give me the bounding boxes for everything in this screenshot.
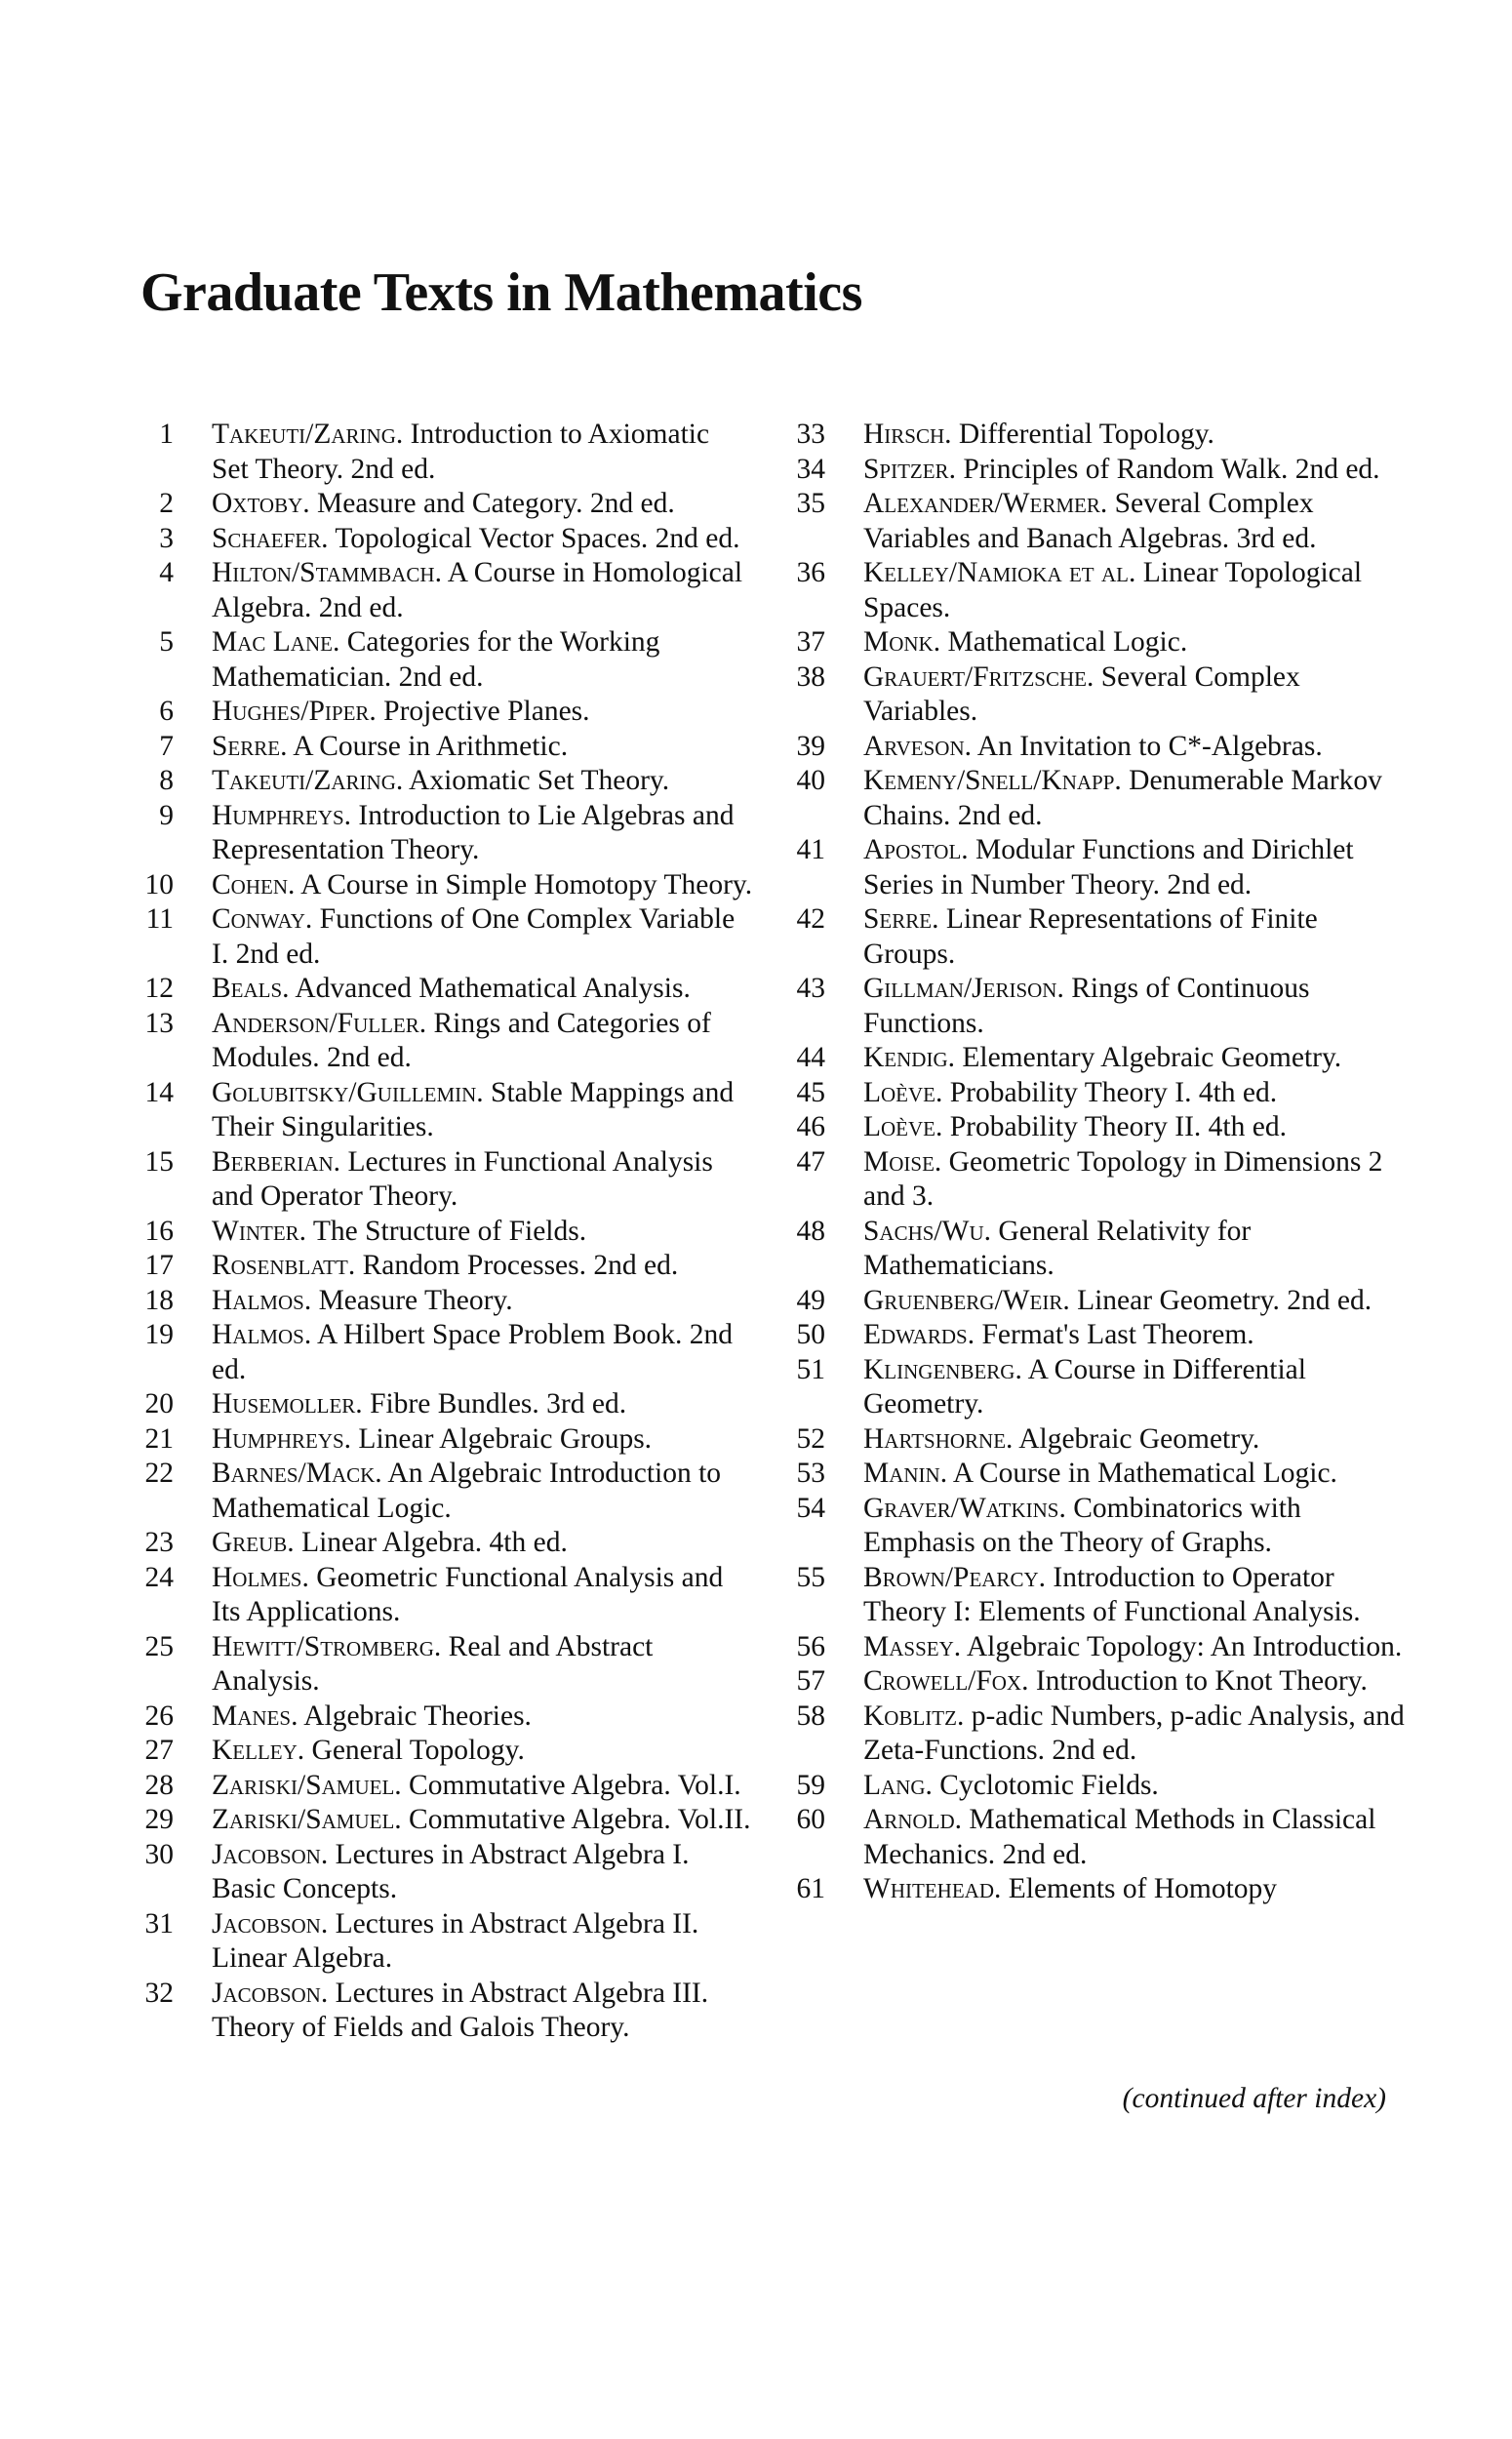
author-name: Schaefer. [212,522,329,554]
volume-number: 12 [144,973,174,1004]
book-title: Functions of One Complex Variable I. 2nd ed. [212,903,736,970]
author-name: Crowell/Fox. [863,1665,1029,1697]
volume-number: 49 [796,1284,825,1316]
book-title: Cyclotomic Fields. [939,1769,1159,1801]
author-name: Hirsch. [863,419,952,450]
author-name: Manes. [212,1699,298,1732]
continued-note: (continued after index) [1122,2083,1386,2114]
list-item [780,1803,1405,1872]
author-name: Whitehead. [863,1873,1002,1904]
list-item [780,1630,1405,1665]
book-title: Lectures in Abstract Algebra I. Basic Concepts. [212,1838,690,1904]
book-title: General Relativity for Mathematicians. [863,1215,1252,1281]
author-name: Golubitsky/Guillemin. [212,1076,484,1108]
author-name: Manin. [863,1458,948,1489]
author-name: Anderson/Fuller. [212,1007,427,1039]
author-name: Conway. [212,903,313,935]
book-title: Commutative Algebra. Vol.II. [409,1804,751,1835]
list-item [780,730,1405,765]
list-item [780,625,1405,660]
list-item [129,1076,753,1145]
volume-number: 39 [796,730,825,762]
book-title: Measure and Category. 2nd ed. [317,488,675,519]
book-title: Combinatorics with Emphasis on the Theory of Graphs. [863,1492,1301,1558]
book-title: Axiomatic Set Theory. [409,765,670,796]
list-item [129,1838,753,1907]
book-title: An Invitation to C*-Algebras. [976,730,1323,762]
list-item [129,556,753,625]
list-item [780,1353,1405,1422]
list-item [129,902,753,972]
list-item [780,1699,1405,1769]
volume-number: 45 [796,1076,825,1108]
list-item [129,972,753,1007]
list-item [780,1769,1405,1804]
book-title: Elements of Homotopy [1008,1873,1278,1904]
book-title: Lectures in Functional Analysis and Operator Theory. [212,1145,713,1212]
author-name: Kelley. [212,1735,305,1766]
book-title: Probability Theory I. 4th ed. [949,1076,1278,1108]
volume-number: 56 [796,1630,825,1662]
book-title: Algebraic Theories. [303,1699,532,1732]
book-title: Geometric Functional Analysis and Its Applications. [212,1561,724,1627]
book-title: Rings and Categories of Modules. 2nd ed. [212,1007,711,1073]
list-item [129,487,753,522]
list-item [780,1457,1405,1492]
volume-number: 27 [144,1735,174,1766]
volume-number: 35 [796,488,825,519]
list-item [780,660,1405,730]
list-item [129,730,753,765]
book-title: A Course in Homological Algebra. 2nd ed. [212,557,743,623]
book-title: Categories for the Working Mathematician. 2nd ed. [212,626,660,693]
volume-number: 57 [796,1665,825,1697]
list-item [129,1249,753,1284]
author-name: Brown/Pearcy. [863,1561,1046,1593]
author-name: Humphreys. [212,1422,352,1455]
author-name: Halmos. [212,1319,312,1350]
volume-number: 28 [144,1769,174,1801]
series-list-left-column [129,418,753,2046]
book-title: Lectures in Abstract Algebra II. Linear Algebra. [212,1907,699,1974]
list-item [780,1422,1405,1458]
author-name: Takeuti/Zaring. [212,765,404,796]
volume-number: 55 [796,1561,825,1593]
list-item [780,418,1405,453]
list-item [780,487,1405,556]
list-item [780,556,1405,625]
list-item [780,972,1405,1041]
volume-number: 18 [144,1284,174,1316]
volume-number: 22 [144,1458,174,1489]
author-name: Beals. [212,973,290,1004]
list-item [780,1110,1405,1145]
author-name: Winter. [212,1215,307,1247]
volume-number: 58 [796,1699,825,1732]
author-name: Alexander/Wermer. [863,488,1108,519]
volume-number: 9 [159,799,174,831]
author-name: Kemeny/Snell/Knapp. [863,765,1122,796]
volume-number: 2 [159,488,174,519]
list-item [129,1630,753,1699]
list-item [129,418,753,487]
book-title: Linear Algebra. 4th ed. [301,1527,568,1558]
author-name: Klingenberg. [863,1353,1022,1385]
author-name: Serre. [863,903,939,935]
volume-number: 61 [796,1873,825,1904]
volume-number: 32 [144,1977,174,2009]
list-item [780,1284,1405,1319]
volume-number: 6 [159,696,174,727]
author-name: Hewitt/Stromberg. [212,1630,442,1662]
volume-number: 11 [145,903,174,935]
volume-number: 59 [796,1769,825,1801]
list-item [780,1041,1405,1076]
list-item [129,1457,753,1526]
volume-number: 40 [796,765,825,796]
author-name: Gruenberg/Weir. [863,1284,1070,1316]
list-item [129,1734,753,1769]
book-title: p-adic Numbers, p-adic Analysis, and Zeta-Functions. 2nd ed. [863,1699,1405,1766]
author-name: Zariski/Samuel. [212,1804,402,1835]
author-name: Zariski/Samuel. [212,1769,402,1801]
author-name: Holmes. [212,1561,309,1593]
list-item [129,1526,753,1561]
list-item [780,1492,1405,1561]
author-name: Humphreys. [212,799,352,831]
book-title: Elementary Algebraic Geometry. [962,1042,1342,1073]
author-name: Hilton/Stammbach. [212,557,442,588]
author-name: Kendig. [863,1042,955,1073]
author-name: Spitzer. [863,453,956,485]
list-item [129,1561,753,1630]
page-title: Graduate Texts in Mathematics [140,262,862,323]
volume-number: 41 [796,834,825,865]
list-item [129,1318,753,1387]
book-title: A Course in Mathematical Logic. [952,1458,1337,1489]
volume-number: 24 [144,1561,174,1593]
volume-number: 44 [796,1042,825,1073]
volume-number: 38 [796,660,825,693]
book-title: Fermat's Last Theorem. [981,1319,1254,1350]
volume-number: 17 [144,1250,174,1281]
book-title: Denumerable Markov Chains. 2nd ed. [863,765,1382,831]
book-title: Linear Representations of Finite Groups. [863,903,1318,970]
author-name: Jacobson. [212,1907,329,1939]
book-title: A Course in Arithmetic. [293,730,569,762]
book-title: Several Complex Variables. [863,660,1300,727]
volume-number: 16 [144,1215,174,1247]
book-title: Stable Mappings and Their Singularities. [212,1076,735,1142]
book-title: A Course in Differential Geometry. [863,1353,1306,1419]
book-title: Introduction to Lie Algebras and Representation Theory. [212,799,735,865]
volume-number: 21 [144,1422,174,1455]
volume-number: 43 [796,973,825,1004]
author-name: Apostol. [863,834,969,865]
book-title: A Course in Simple Homotopy Theory. [300,868,753,900]
volume-number: 33 [796,419,825,450]
author-name: Halmos. [212,1284,312,1316]
volume-number: 23 [144,1527,174,1558]
list-item [129,1803,753,1838]
series-list-right-column [780,418,1405,1907]
volume-number: 10 [144,868,174,900]
author-name: Gillman/Jerison. [863,973,1064,1004]
list-item [780,1215,1405,1284]
book-title: Linear Geometry. 2nd ed. [1077,1284,1373,1316]
book-title: Algebraic Topology: An Introduction. [966,1630,1403,1662]
volume-number: 60 [796,1804,825,1835]
list-item [780,453,1405,488]
book-title: Advanced Mathematical Analysis. [295,973,691,1004]
book-title: Introduction to Knot Theory. [1035,1665,1368,1697]
volume-number: 54 [796,1492,825,1524]
book-title: Measure Theory. [318,1284,513,1316]
book-title: Differential Topology. [958,419,1214,450]
book-title: The Structure of Fields. [312,1215,587,1247]
book-title: Algebraic Geometry. [1018,1422,1260,1455]
list-item [129,1977,753,2046]
volume-number: 50 [796,1319,825,1350]
book-title: Topological Vector Spaces. 2nd ed. [335,522,740,554]
volume-number: 5 [159,626,174,658]
book-title: Principles of Random Walk. 2nd ed. [963,453,1380,485]
list-item [129,522,753,557]
volume-number: 4 [159,557,174,588]
list-item [129,1387,753,1422]
author-name: Loève. [863,1111,943,1142]
author-name: Jacobson. [212,1838,329,1870]
volume-number: 46 [796,1111,825,1142]
volume-number: 51 [796,1353,825,1385]
book-title: Random Processes. 2nd ed. [362,1250,679,1281]
book-title: Introduction to Axiomatic Set Theory. 2nd ed. [212,419,710,485]
volume-number: 3 [159,522,174,554]
volume-number: 36 [796,557,825,588]
author-name: Husemoller. [212,1388,363,1419]
list-item [780,1561,1405,1630]
volume-number: 30 [144,1838,174,1870]
list-item [780,902,1405,972]
author-name: Takeuti/Zaring. [212,419,404,450]
volume-number: 15 [144,1145,174,1178]
book-title: Introduction to Operator Theory I: Elements of Functional Analysis. [863,1561,1361,1627]
author-name: Hartshorne. [863,1422,1014,1455]
book-title: Real and Abstract Analysis. [212,1630,654,1697]
book-title: Commutative Algebra. Vol.I. [409,1769,741,1801]
list-item [129,799,753,868]
list-item [129,1422,753,1458]
book-title: Mathematical Methods in Classical Mechanics. 2nd ed. [863,1804,1376,1870]
author-name: Serre. [212,730,288,762]
author-name: Cohen. [212,868,296,900]
volume-number: 1 [159,419,174,450]
list-item [780,1318,1405,1353]
list-item [780,1076,1405,1111]
author-name: Koblitz. [863,1699,965,1732]
book-title: Fibre Bundles. 3rd ed. [370,1388,627,1419]
author-name: Barnes/Mack. [212,1458,382,1489]
book-title: Mathematical Logic. [947,626,1188,658]
book-title: A Hilbert Space Problem Book. 2nd ed. [212,1319,734,1385]
list-item [129,764,753,799]
volume-number: 25 [144,1630,174,1662]
list-item [780,1872,1405,1907]
volume-number: 13 [144,1007,174,1039]
author-name: Arnold. [863,1804,963,1835]
list-item [780,1664,1405,1699]
volume-number: 37 [796,626,825,658]
book-title: Geometric Topology in Dimensions 2 and 3. [863,1145,1383,1212]
list-item [129,695,753,730]
list-item [129,1284,753,1319]
volume-number: 47 [796,1145,825,1178]
list-item [129,1907,753,1977]
book-title: An Algebraic Introduction to Mathematical Logic. [212,1458,722,1524]
volume-number: 19 [144,1319,174,1350]
book-title: Lectures in Abstract Algebra III. Theory of Fields and Galois Theory. [212,1977,709,2043]
author-name: Rosenblatt. [212,1250,356,1281]
author-name: Sachs/Wu. [863,1215,992,1247]
list-item [129,1007,753,1076]
list-item [129,868,753,903]
author-name: Loève. [863,1076,943,1108]
book-title: Rings of Continuous Functions. [863,973,1310,1039]
author-name: Berberian. [212,1145,341,1178]
volume-number: 20 [144,1388,174,1419]
book-title: General Topology. [311,1735,525,1766]
volume-number: 53 [796,1458,825,1489]
list-item [780,764,1405,833]
author-name: Mac Lane. [212,626,340,658]
author-name: Grauert/Fritzsche. [863,660,1094,693]
list-item [129,1215,753,1250]
author-name: Arveson. [863,730,973,762]
book-title: Projective Planes. [383,696,590,727]
book-title: Linear Algebraic Groups. [358,1422,653,1455]
author-name: Moise. [863,1145,942,1178]
book-title: Linear Topological Spaces. [863,557,1363,623]
list-item [129,1699,753,1735]
list-item [129,625,753,695]
volume-number: 34 [796,453,825,485]
author-name: Edwards. [863,1319,975,1350]
volume-number: 48 [796,1215,825,1247]
list-item [129,1769,753,1804]
volume-number: 8 [159,765,174,796]
volume-number: 7 [159,730,174,762]
volume-number: 52 [796,1422,825,1455]
author-name: Greub. [212,1527,295,1558]
author-name: Oxtoby. [212,488,310,519]
list-item [129,1145,753,1215]
author-name: Graver/Watkins. [863,1492,1066,1524]
author-name: Lang. [863,1769,933,1801]
book-title: Several Complex Variables and Banach Algebras. 3rd ed. [863,488,1317,554]
book-title: Probability Theory II. 4th ed. [949,1111,1287,1142]
list-item [780,833,1405,902]
author-name: Hughes/Piper. [212,696,377,727]
author-name: Jacobson. [212,1977,329,2009]
volume-number: 42 [796,903,825,935]
volume-number: 31 [144,1907,174,1939]
book-title: Modular Functions and Dirichlet Series in Number Theory. 2nd ed. [863,834,1354,900]
list-item [780,1145,1405,1215]
author-name: Kelley/Namioka et al. [863,557,1136,588]
author-name: Massey. [863,1630,962,1662]
author-name: Monk. [863,626,941,658]
volume-number: 14 [144,1076,174,1108]
volume-number: 26 [144,1699,174,1732]
volume-number: 29 [144,1804,174,1835]
